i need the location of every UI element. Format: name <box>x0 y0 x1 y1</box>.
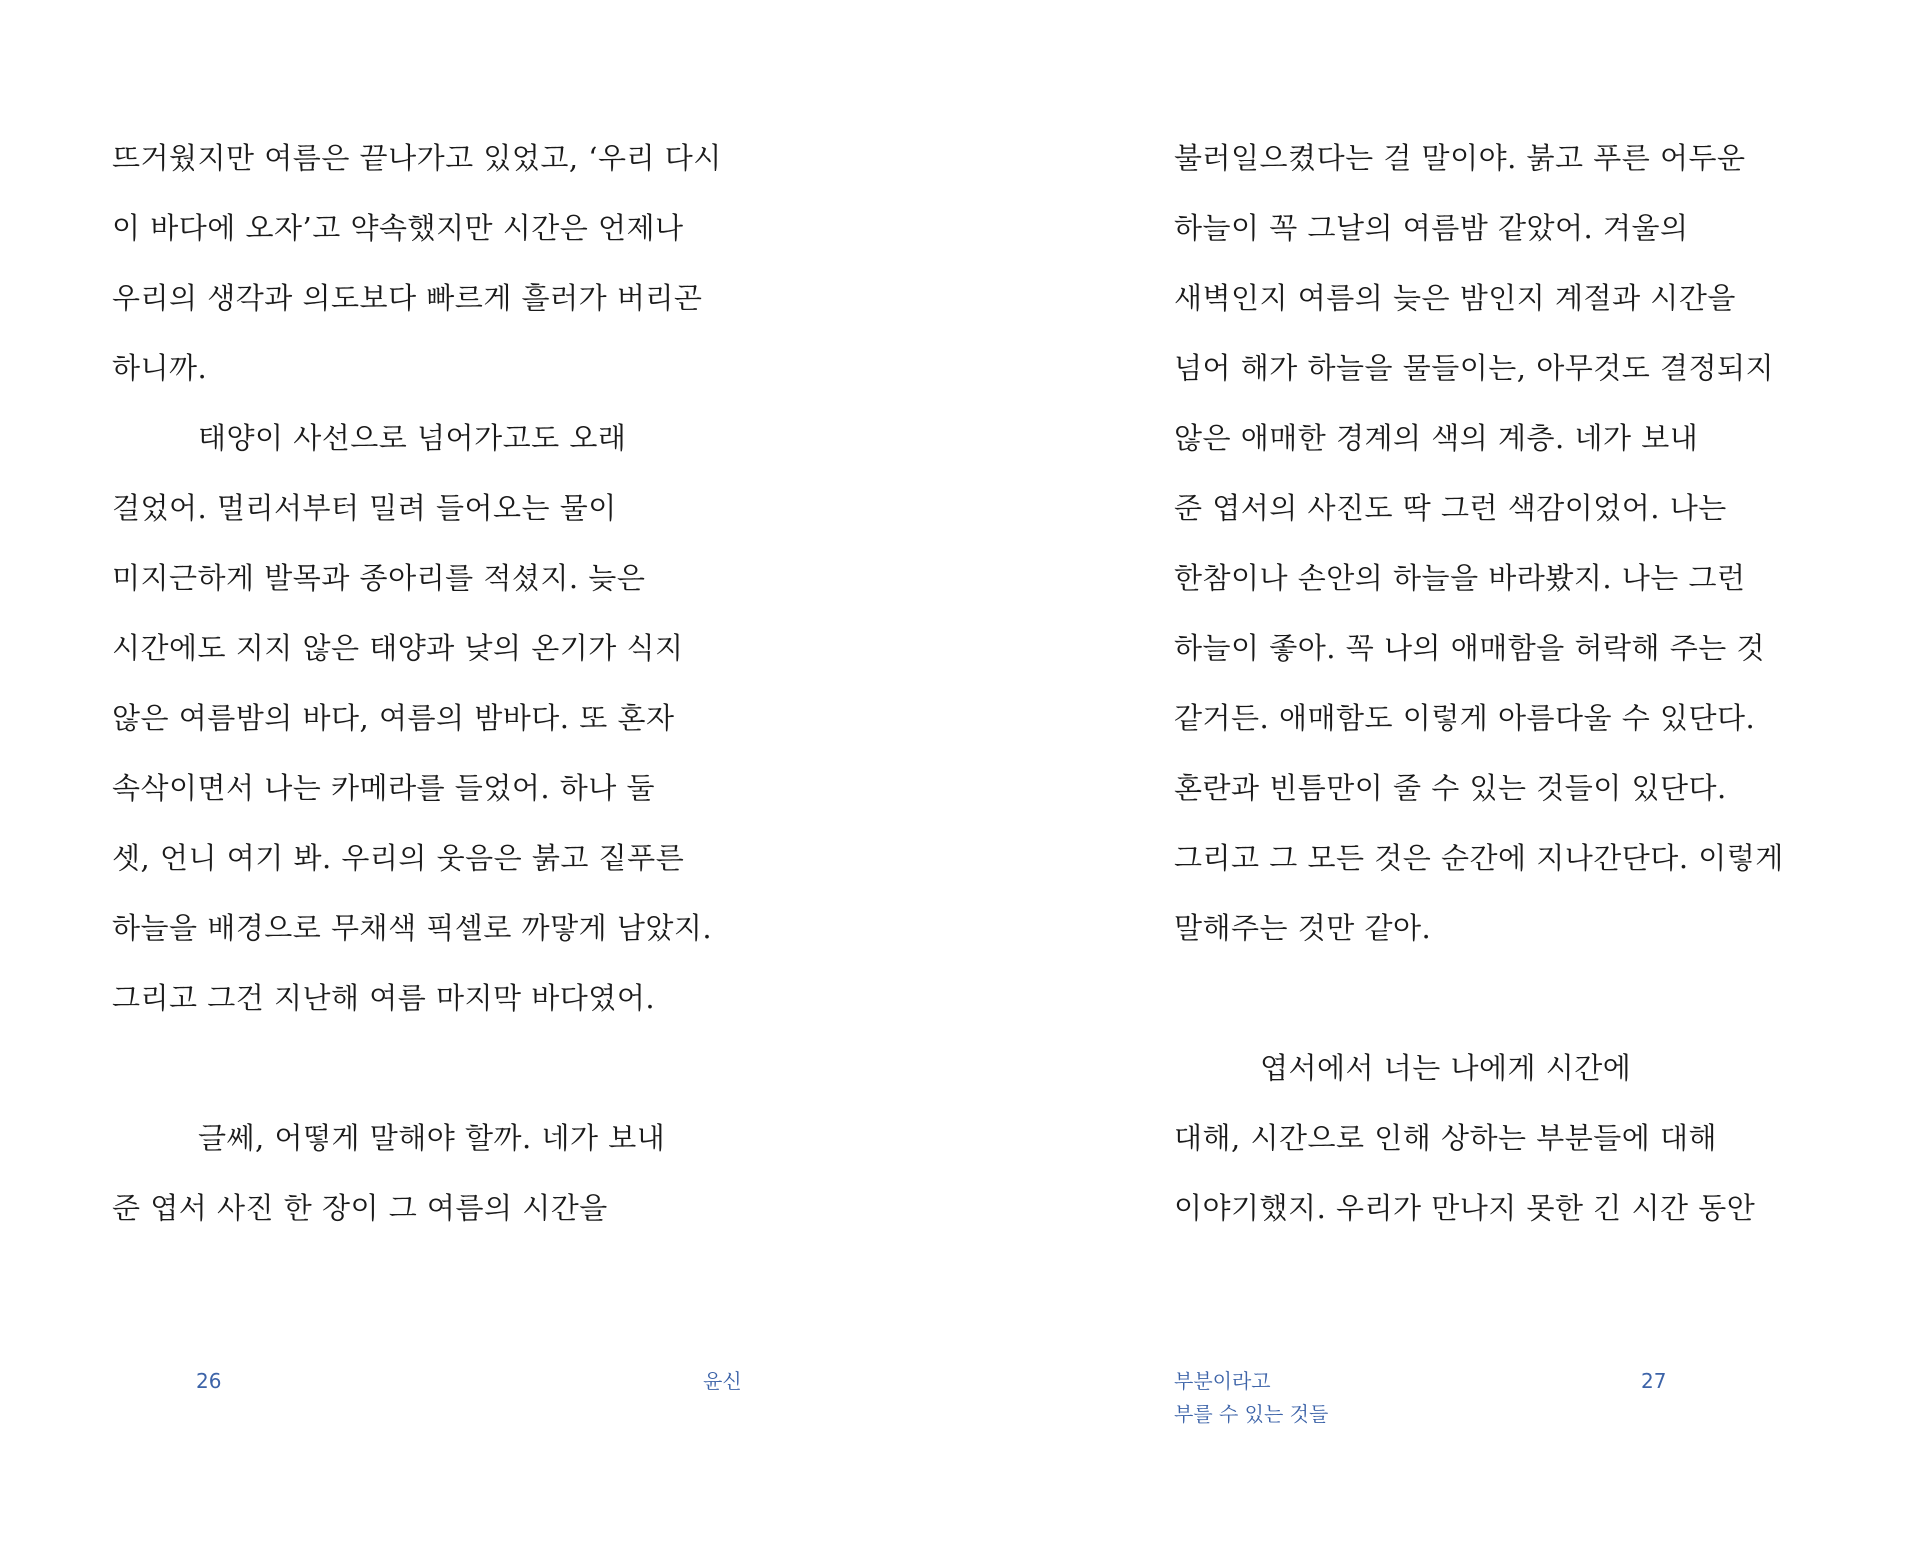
body-line: 이야기했지. 우리가 만나지 못한 긴 시간 동안 <box>1174 1191 1756 1225</box>
body-line: 불러일으켰다는 걸 말이야. 붉고 푸른 어두운 <box>1174 141 1746 175</box>
paragraph-gap <box>1174 968 1874 1038</box>
running-head-title <box>1174 1365 1328 1431</box>
body-line: 한참이나 손안의 하늘을 바라봤지. 나는 그런 <box>1174 561 1746 595</box>
paragraph-first-line: 글쎄, 어떻게 말해야 할까. 네가 보내 <box>198 1121 666 1155</box>
body-line: 시간에도 지지 않은 태양과 낮의 온기가 식지 <box>112 631 684 665</box>
paragraph-first-line: 태양이 사선으로 넘어가고도 오래 <box>198 421 627 455</box>
body-line: 뜨거웠지만 여름은 끝나가고 있었고, ‘우리 다시 <box>112 141 722 175</box>
left-page-body <box>112 128 812 1248</box>
paragraph-gap <box>112 1038 812 1108</box>
body-line: 그리고 그건 지난해 여름 마지막 바다였어. <box>112 981 656 1015</box>
body-line: 걸었어. 멀리서부터 밀려 들어오는 물이 <box>112 491 617 525</box>
body-line: 속삭이면서 나는 카메라를 들었어. 하나 둘 <box>112 771 656 805</box>
body-line: 같거든. 애매함도 이렇게 아름다울 수 있단다. <box>1174 701 1756 735</box>
body-line: 준 엽서 사진 한 장이 그 여름의 시간을 <box>112 1191 608 1225</box>
running-title-line: 부분이라고 <box>1174 1369 1271 1393</box>
page-number: 26 <box>196 1369 222 1393</box>
body-line: 하늘이 꼭 그날의 여름밤 같았어. 겨울의 <box>1174 211 1689 245</box>
body-line: 하늘을 배경으로 무채색 픽셀로 까맣게 남았지. <box>112 911 713 945</box>
body-line: 넘어 해가 하늘을 물들이는, 아무것도 결정되지 <box>1174 351 1775 385</box>
running-title-line: 부를 수 있는 것들 <box>1174 1402 1329 1426</box>
body-line: 하늘이 좋아. 꼭 나의 애매함을 허락해 주는 것 <box>1174 631 1765 665</box>
body-line: 않은 애매한 경계의 색의 계층. 네가 보내 <box>1174 421 1699 455</box>
body-line: 준 엽서의 사진도 딱 그런 색감이었어. 나는 <box>1174 491 1727 525</box>
body-line: 이 바다에 오자’고 약속했지만 시간은 언제나 <box>112 211 684 245</box>
running-head-author: 윤신 <box>703 1369 742 1393</box>
body-line: 하니까. <box>112 351 208 385</box>
body-line: 않은 여름밤의 바다, 여름의 밤바다. 또 혼자 <box>112 701 675 735</box>
body-line: 미지근하게 발목과 종아리를 적셨지. 늦은 <box>112 561 646 595</box>
page-number: 27 <box>1641 1369 1667 1393</box>
body-line: 그리고 그 모든 것은 순간에 지나간단다. 이렇게 <box>1174 841 1784 875</box>
body-line: 셋, 언니 여기 봐. 우리의 웃음은 붉고 짙푸른 <box>112 841 685 875</box>
body-line: 우리의 생각과 의도보다 빠르게 흘러가 버리곤 <box>112 281 703 315</box>
right-page-body <box>1174 128 1874 1248</box>
body-line: 혼란과 빈틈만이 줄 수 있는 것들이 있단다. <box>1174 771 1727 805</box>
right-page <box>960 0 1920 1560</box>
body-line: 새벽인지 여름의 늦은 밤인지 계절과 시간을 <box>1174 281 1736 315</box>
body-line: 말해주는 것만 같아. <box>1174 911 1432 945</box>
body-line: 대해, 시간으로 인해 상하는 부분들에 대해 <box>1174 1121 1718 1155</box>
paragraph-first-line: 엽서에서 너는 나에게 시간에 <box>1260 1051 1632 1085</box>
